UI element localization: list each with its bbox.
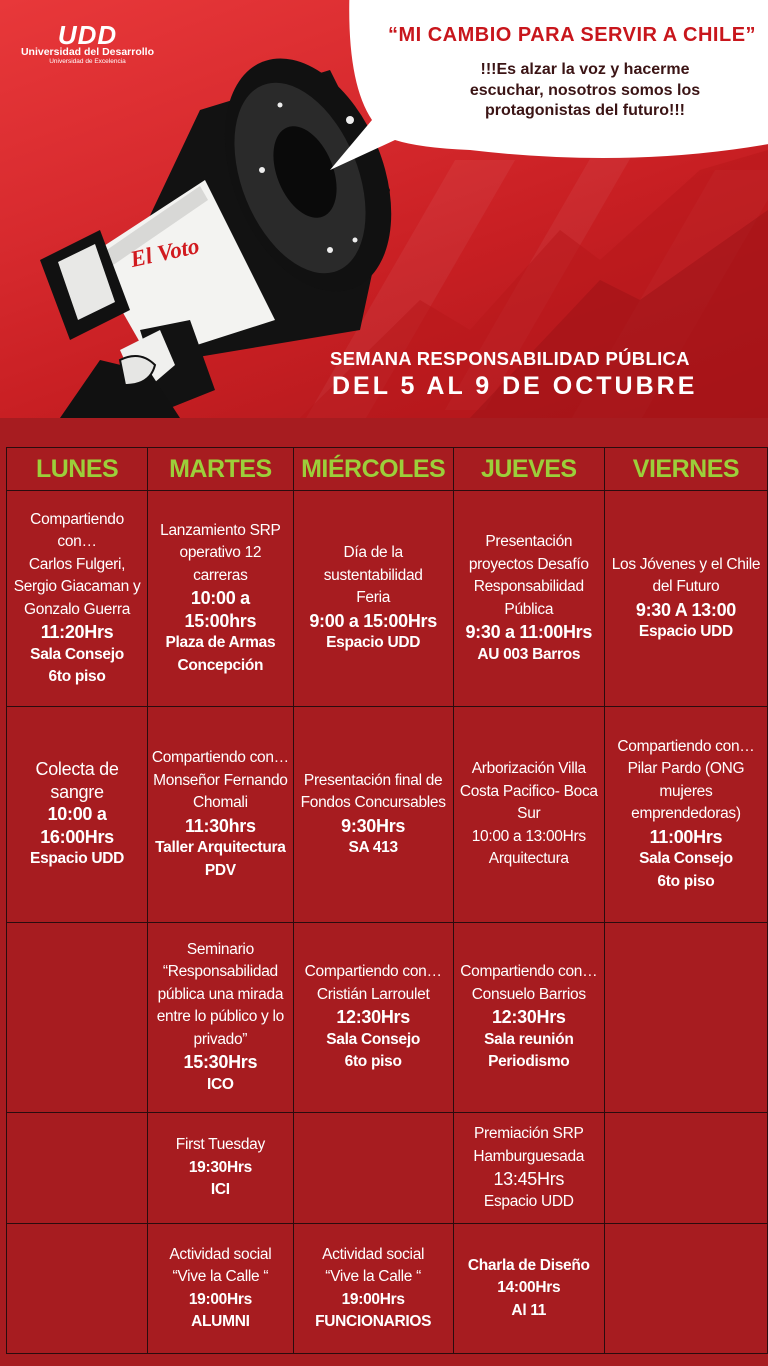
schedule-row bbox=[7, 707, 768, 923]
megaphone-label: El Voto bbox=[128, 233, 202, 272]
event-time: 16:00Hrs bbox=[40, 826, 114, 847]
event-text: sustentabilidad bbox=[323, 566, 423, 584]
day-header-martes: MARTES bbox=[148, 448, 294, 491]
event-time: 9:00 a 15:00Hrs bbox=[309, 610, 437, 631]
event-time: 19:00Hrs bbox=[341, 1290, 405, 1308]
event-text: mujeres bbox=[659, 782, 713, 800]
event-cell bbox=[7, 707, 148, 923]
slogan-title: “MI CAMBIO PARA SERVIR A CHILE” bbox=[387, 24, 757, 46]
event-text: Colecta de bbox=[35, 759, 119, 780]
event-text: Fondos Concursables bbox=[300, 794, 446, 811]
day-header-viernes: VIERNES bbox=[604, 448, 767, 491]
event-cell bbox=[604, 491, 767, 707]
event-place: Taller Arquitectura bbox=[155, 839, 286, 856]
event-place: PDV bbox=[204, 861, 236, 879]
event-text: Charla de Diseño bbox=[467, 1256, 590, 1274]
empty-cell bbox=[604, 923, 767, 1113]
event-cell bbox=[293, 707, 453, 923]
event-text: pública una mirada bbox=[157, 985, 284, 1003]
event-time: 13:45Hrs bbox=[493, 1169, 565, 1189]
event-place: Periodismo bbox=[488, 1053, 570, 1071]
event-place: 6to piso bbox=[48, 668, 106, 685]
event-place: ALUMNI bbox=[191, 1313, 250, 1330]
event-cell bbox=[148, 1113, 294, 1224]
day-header-lunes: LUNES bbox=[7, 448, 148, 491]
event-text: Arborización Villa bbox=[471, 760, 586, 778]
event-text: Responsabilidad bbox=[473, 578, 584, 595]
event-place: 6to piso bbox=[344, 1053, 402, 1071]
week-dates: DEL 5 AL 9 DE OCTUBRE bbox=[332, 372, 698, 400]
event-cell bbox=[148, 491, 294, 707]
event-place: ICO bbox=[207, 1075, 234, 1093]
logo-tagline: Universidad de Excelencia bbox=[49, 58, 126, 65]
schedule-row bbox=[7, 1113, 768, 1224]
event-text: Monseñor Fernando bbox=[153, 771, 288, 789]
event-cell bbox=[453, 1224, 604, 1354]
event-text: Compartiendo con… bbox=[304, 963, 442, 981]
event-place: Espacio UDD bbox=[326, 634, 421, 652]
event-cell bbox=[453, 923, 604, 1113]
event-place: Sala Consejo bbox=[639, 850, 733, 868]
event-cell bbox=[293, 491, 453, 707]
schedule-row bbox=[7, 1224, 768, 1354]
event-text: carreras bbox=[193, 566, 248, 584]
event-cell bbox=[293, 923, 453, 1113]
event-text: Actividad social bbox=[322, 1245, 425, 1263]
schedule-row bbox=[7, 491, 768, 707]
empty-cell bbox=[604, 1224, 767, 1354]
event-text: Día de la bbox=[343, 544, 403, 562]
event-cell bbox=[293, 1224, 453, 1354]
event-text: con… bbox=[57, 533, 97, 550]
slogan-text bbox=[430, 60, 740, 122]
event-time: 10:00 a bbox=[190, 588, 250, 609]
event-cell bbox=[148, 1224, 294, 1354]
event-text: “Vive la Calle “ bbox=[172, 1268, 269, 1285]
event-time: 15:30Hrs bbox=[183, 1052, 258, 1073]
event-text: “Responsabilidad bbox=[162, 963, 278, 981]
event-time: 11:30hrs bbox=[185, 815, 256, 836]
event-text: Presentación final de bbox=[303, 771, 443, 789]
event-cell bbox=[604, 707, 767, 923]
event-place: AU 003 Barros bbox=[477, 645, 581, 663]
event-text: privado” bbox=[193, 1030, 248, 1048]
event-place: ICI bbox=[210, 1181, 230, 1199]
event-time: 15:00hrs bbox=[184, 610, 257, 631]
schedule-table bbox=[6, 447, 768, 1354]
event-text: Feria bbox=[356, 589, 391, 607]
event-text: Los Jóvenes y el Chile bbox=[611, 555, 761, 573]
event-cell bbox=[7, 491, 148, 707]
event-time: 9:30Hrs bbox=[341, 815, 406, 836]
event-text: Chomali bbox=[192, 794, 248, 811]
event-cell bbox=[148, 707, 294, 923]
event-text: del Futuro bbox=[652, 578, 720, 595]
event-text: Compartiendo con… bbox=[460, 963, 598, 981]
event-place: FUNCIONARIOS bbox=[315, 1313, 432, 1330]
event-place: Al 11 bbox=[511, 1301, 547, 1319]
event-place: Espacio UDD bbox=[483, 1192, 574, 1210]
empty-cell bbox=[604, 1113, 767, 1224]
day-header-row bbox=[7, 448, 768, 491]
event-time: 19:00Hrs bbox=[188, 1290, 252, 1308]
event-place: Sala reunión bbox=[484, 1030, 574, 1048]
week-title: SEMANA RESPONSABILIDAD PÚBLICA bbox=[330, 348, 690, 369]
slogan-line: !!!Es alzar la voz y hacerme bbox=[480, 61, 690, 78]
event-text: Premiación SRP bbox=[474, 1125, 584, 1142]
event-cell bbox=[148, 923, 294, 1113]
slogan-line: protagonistas del futuro!!! bbox=[485, 102, 685, 119]
day-header-miercoles: MIÉRCOLES bbox=[293, 448, 453, 491]
slogan-line: escuchar, nosotros somos los bbox=[469, 81, 701, 99]
event-place: Arquitectura bbox=[488, 850, 569, 868]
udd-logo bbox=[20, 20, 155, 66]
logo-mark: UDD bbox=[57, 20, 118, 50]
event-text: Compartiendo con… bbox=[151, 749, 289, 766]
event-text: Costa Pacifico- Boca bbox=[459, 782, 598, 800]
event-place: Espacio UDD bbox=[638, 623, 733, 640]
event-time: 19:30Hrs bbox=[188, 1158, 252, 1176]
event-text: entre lo público y lo bbox=[156, 1008, 284, 1026]
event-place: SA 413 bbox=[348, 839, 398, 856]
event-place: Plaza de Armas bbox=[165, 634, 276, 652]
empty-cell bbox=[7, 1113, 148, 1224]
event-text: First Tuesday bbox=[175, 1136, 265, 1154]
event-text: Compartiendo bbox=[30, 510, 124, 528]
event-text: Gonzalo Guerra bbox=[24, 600, 131, 618]
event-text: Consuelo Barrios bbox=[471, 985, 586, 1003]
event-text: Pública bbox=[504, 600, 554, 618]
event-text: Sergio Giacaman y bbox=[13, 578, 141, 595]
event-time: 10:00 a 13:00Hrs bbox=[471, 827, 586, 845]
event-time: 9:30 a 11:00Hrs bbox=[465, 622, 593, 642]
event-text: Cristián Larroulet bbox=[316, 985, 430, 1003]
empty-cell bbox=[7, 1224, 148, 1354]
event-time: 12:30Hrs bbox=[336, 1007, 410, 1028]
event-text: proyectos Desafío bbox=[468, 555, 589, 573]
event-text: Presentación bbox=[485, 533, 573, 550]
event-text: Compartiendo con… bbox=[617, 737, 755, 755]
event-cell bbox=[453, 707, 604, 923]
event-place: 6to piso bbox=[657, 872, 715, 890]
event-time: 14:00Hrs bbox=[497, 1279, 561, 1297]
event-text: Carlos Fulgeri, bbox=[28, 555, 126, 573]
event-text: Seminario bbox=[186, 940, 254, 958]
event-time: 11:00Hrs bbox=[649, 826, 723, 847]
event-text: emprendedoras) bbox=[631, 805, 741, 823]
event-place: Sala Consejo bbox=[326, 1030, 421, 1048]
day-header-jueves: JUEVES bbox=[453, 448, 604, 491]
event-cell bbox=[453, 491, 604, 707]
event-place: Concepción bbox=[177, 656, 264, 674]
schedule-row bbox=[7, 923, 768, 1113]
event-text: operativo 12 bbox=[179, 544, 262, 562]
event-time: 9:30 A 13:00 bbox=[635, 599, 736, 620]
event-place: Espacio UDD bbox=[30, 850, 125, 868]
event-cell bbox=[453, 1113, 604, 1224]
event-text: “Vive la Calle “ bbox=[325, 1268, 421, 1285]
event-place: Sala Consejo bbox=[30, 645, 124, 663]
logo-name: Universidad del Desarrollo bbox=[20, 46, 155, 58]
event-text: Sur bbox=[517, 805, 541, 823]
event-text: Lanzamiento SRP bbox=[160, 521, 281, 539]
event-time: 10:00 a bbox=[47, 804, 107, 825]
empty-cell bbox=[7, 923, 148, 1113]
event-time: 11:20Hrs bbox=[40, 622, 114, 642]
header-banner bbox=[0, 0, 768, 418]
event-text: Pilar Pardo (ONG bbox=[627, 760, 745, 778]
empty-cell bbox=[293, 1113, 453, 1224]
event-text: Hamburguesada bbox=[473, 1147, 585, 1165]
event-text: sangre bbox=[50, 781, 104, 802]
event-time: 12:30Hrs bbox=[491, 1007, 566, 1028]
event-text: Actividad social bbox=[169, 1245, 272, 1263]
